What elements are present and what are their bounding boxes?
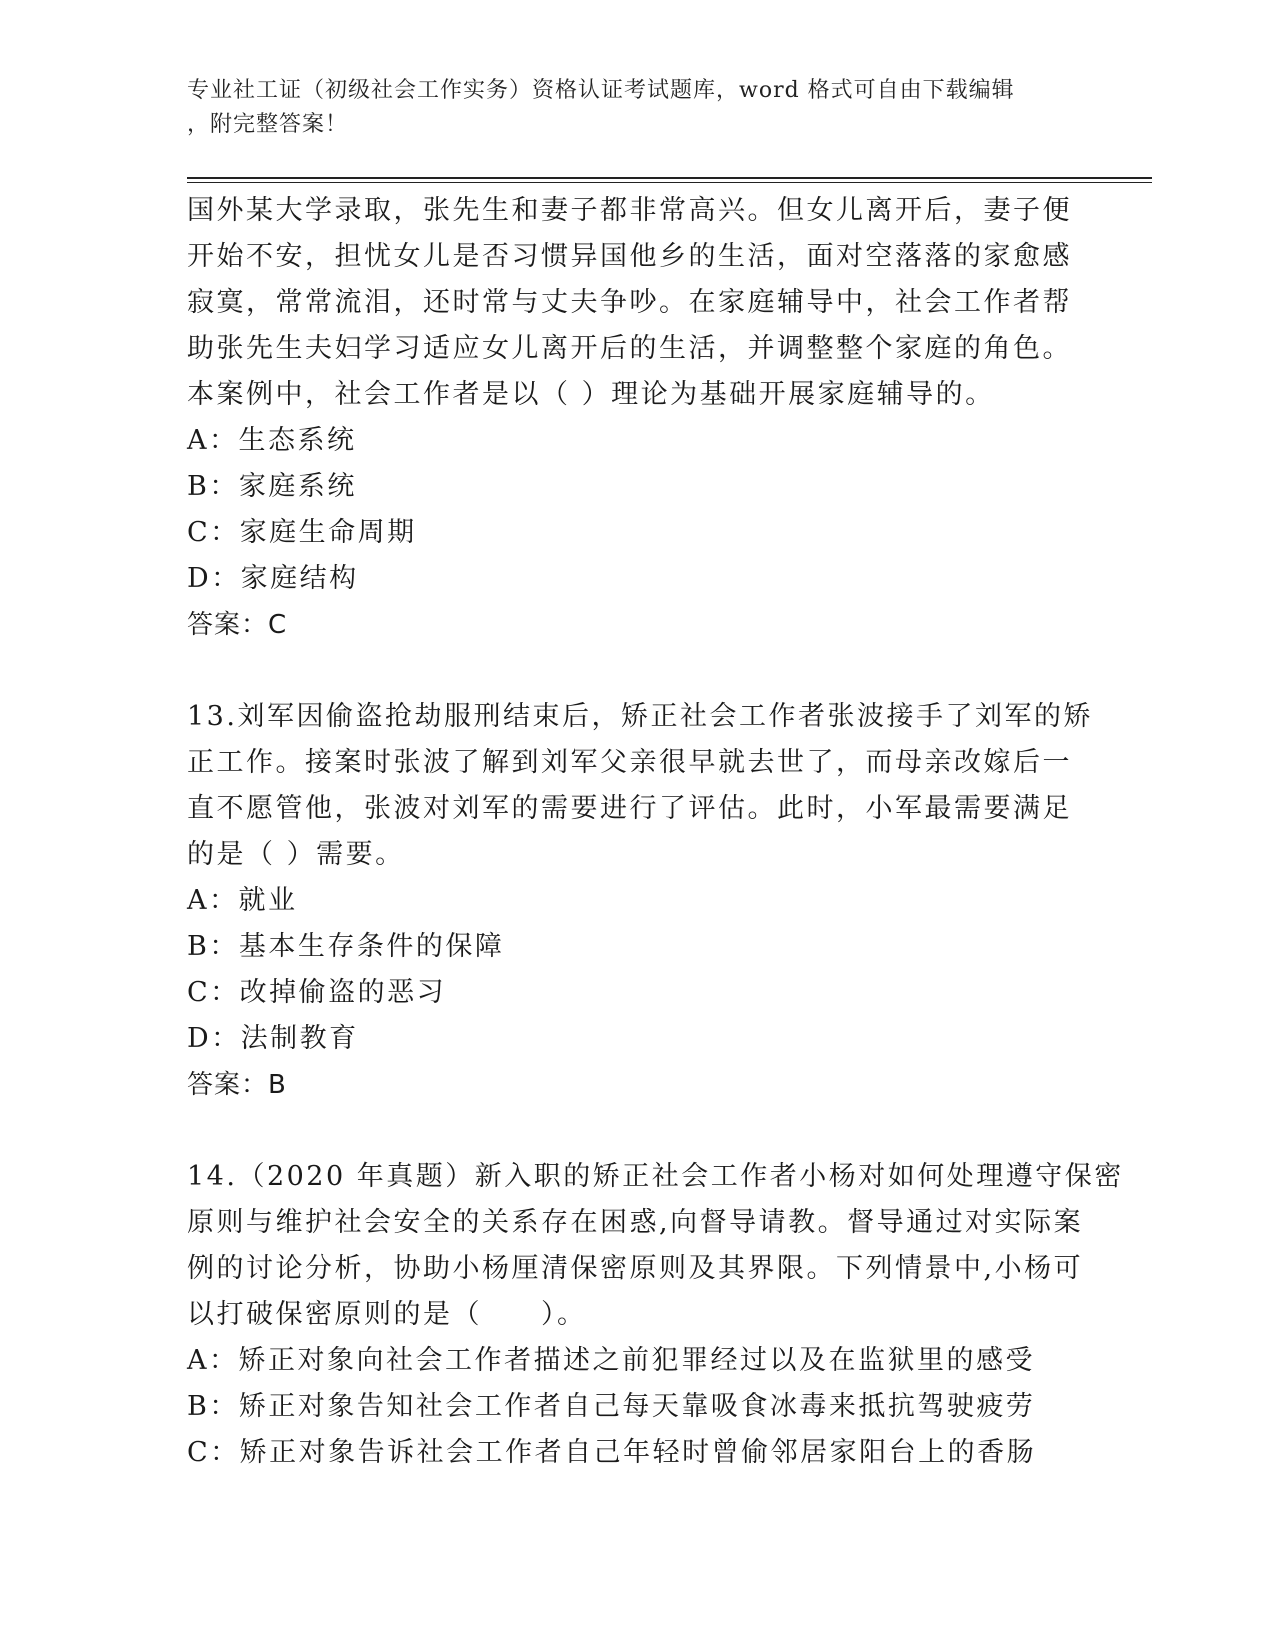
question-13 bbox=[187, 694, 1093, 1108]
header-line-2: ，附完整答案！ bbox=[187, 112, 349, 137]
answer-line: 答案：C bbox=[187, 610, 288, 640]
header-rule-thick bbox=[187, 177, 1152, 179]
option-b: B：家庭系统 bbox=[187, 471, 357, 502]
option-a: A：生态系统 bbox=[187, 425, 357, 456]
question-text-line: 助张先生夫妇学习适应女儿离开后的生活，并调整整个家庭的角色。 bbox=[187, 333, 1072, 364]
option-a: A：就业 bbox=[187, 885, 298, 916]
question-text-line: 正工作。接案时张波了解到刘军父亲很早就去世了，而母亲改嫁后一 bbox=[187, 747, 1072, 778]
question-text-line: 以打破保密原则的是（ ）。 bbox=[187, 1299, 587, 1330]
header-line-1: 专业社工证（初级社会工作实务）资格认证考试题库，word 格式可自由下载编辑 bbox=[187, 78, 1015, 103]
option-d: D：法制教育 bbox=[187, 1023, 359, 1054]
document-header bbox=[187, 74, 1067, 142]
option-a: A：矫正对象向社会工作者描述之前犯罪经过以及在监狱里的感受 bbox=[187, 1345, 1035, 1376]
question-text-line: 13.刘军因偷盗抢劫服刑结束后，矫正社会工作者张波接手了刘军的矫 bbox=[187, 701, 1093, 732]
question-text-line: 例的讨论分析，协助小杨厘清保密原则及其界限。下列情景中,小杨可 bbox=[187, 1253, 1084, 1284]
spacer bbox=[187, 648, 1087, 694]
question-text-line: 寂寞，常常流泪，还时常与丈夫争吵。在家庭辅导中，社会工作者帮 bbox=[187, 287, 1072, 318]
spacer bbox=[187, 1108, 1087, 1154]
answer-line: 答案：B bbox=[187, 1070, 287, 1100]
option-b: B：矫正对象告知社会工作者自己每天靠吸食冰毒来抵抗驾驶疲劳 bbox=[187, 1391, 1036, 1422]
option-c: C：家庭生命周期 bbox=[187, 517, 417, 548]
question-list bbox=[187, 188, 1124, 1476]
option-c: C：改掉偷盗的恶习 bbox=[187, 977, 447, 1008]
question-text-line: 直不愿管他，张波对刘军的需要进行了评估。此时，小军最需要满足 bbox=[187, 793, 1072, 824]
question-text-line: 14.（2020 年真题）新入职的矫正社会工作者小杨对如何处理遵守保密 bbox=[187, 1161, 1124, 1192]
question-text-line: 国外某大学录取，张先生和妻子都非常高兴。但女儿离开后，妻子便 bbox=[187, 195, 1072, 226]
question-text-line: 开始不安，担忧女儿是否习惯异国他乡的生活，面对空落落的家愈感 bbox=[187, 241, 1072, 272]
option-b: B：基本生存条件的保障 bbox=[187, 931, 505, 962]
question-text-line: 的是（ ）需要。 bbox=[187, 839, 405, 870]
question-14 bbox=[187, 1154, 1124, 1476]
question-text-line: 本案例中，社会工作者是以（ ）理论为基础开展家庭辅导的。 bbox=[187, 379, 995, 410]
question-12 bbox=[187, 188, 1087, 648]
option-c: C：矫正对象告诉社会工作者自己年轻时曾偷邻居家阳台上的香肠 bbox=[187, 1437, 1037, 1468]
question-text-line: 原则与维护社会安全的关系存在困惑,向督导请教。督导通过对实际案 bbox=[187, 1207, 1084, 1238]
header-rule-thin bbox=[187, 182, 1152, 183]
option-d: D：家庭结构 bbox=[187, 563, 359, 594]
